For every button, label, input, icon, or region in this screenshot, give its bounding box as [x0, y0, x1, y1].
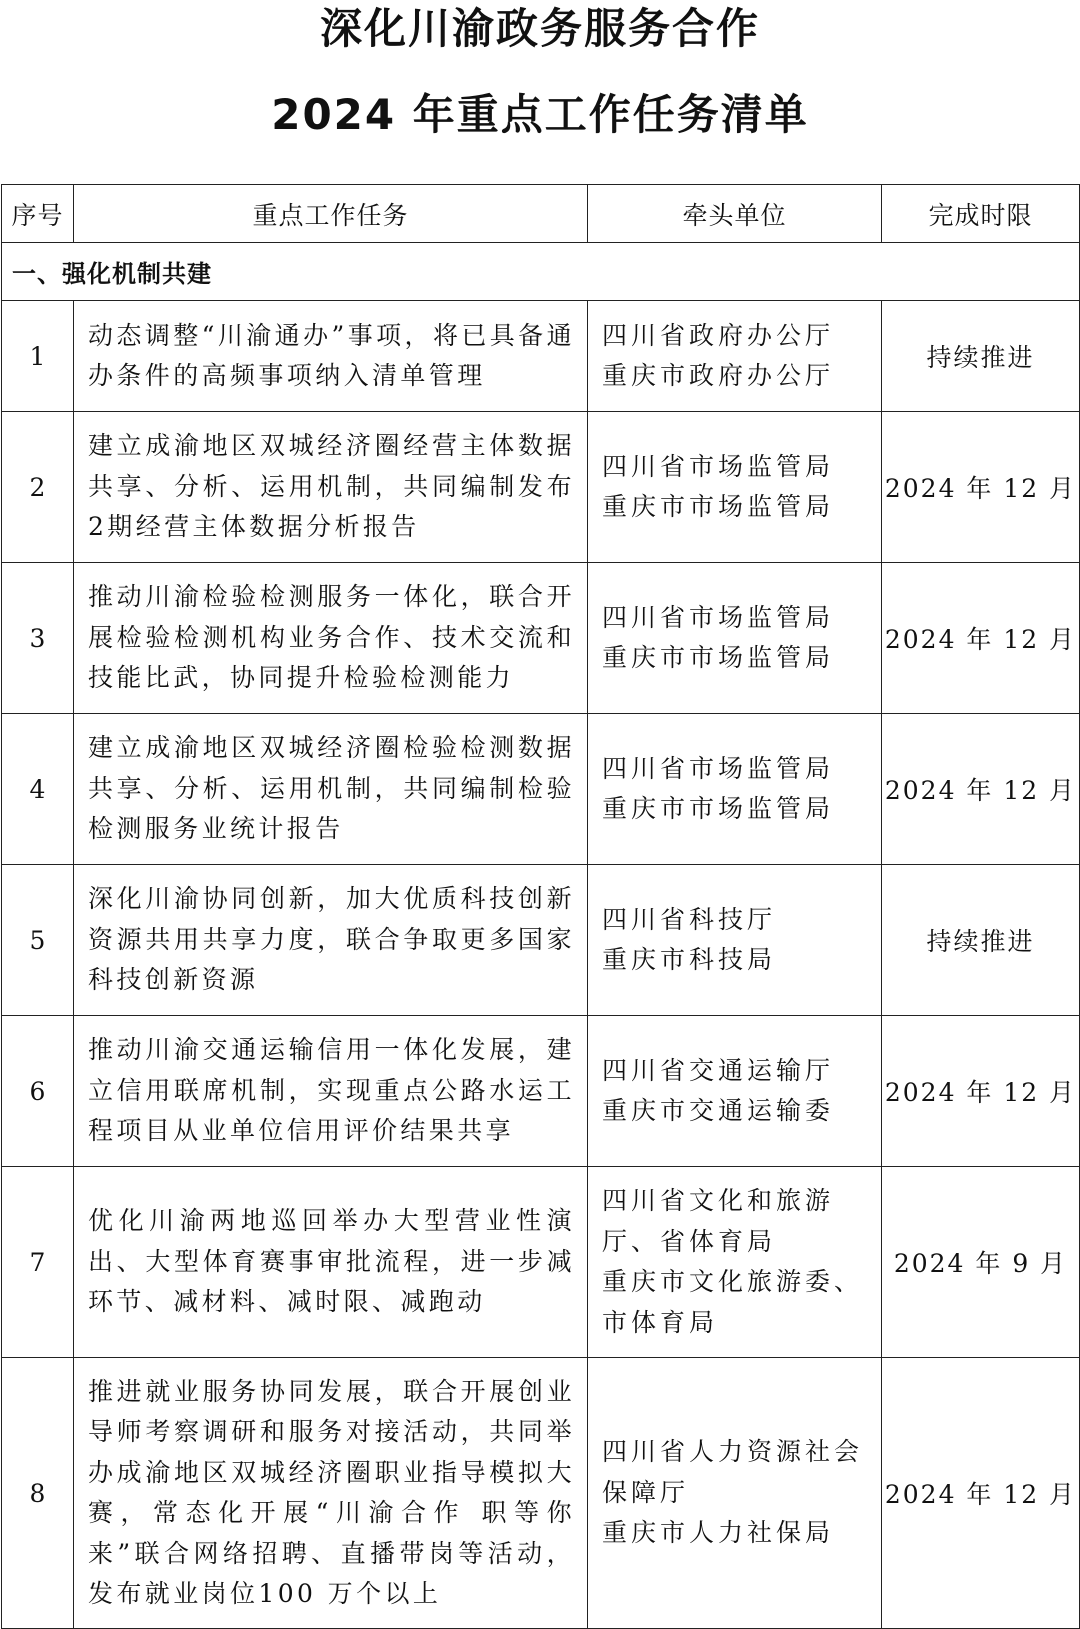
- table-row: [2, 301, 1080, 412]
- row-deadline: 2024 年 12 月: [882, 1358, 1080, 1629]
- row-number: 3: [2, 563, 74, 714]
- row-lead-unit: [588, 1167, 882, 1358]
- lead-unit-line: 四川省政府办公厅: [602, 320, 835, 350]
- row-deadline: 2024 年 9 月: [882, 1167, 1080, 1358]
- row-task: 推进就业服务协同发展，联合开展创业导师考察调研和服务对接活动，共同举办成渝地区双城经济圈职业指导模拟大赛，常态化开展“川渝合作 职等你来”联合网络招聘、直播带岗等活动，发布就业岗位100 万个以上: [74, 1358, 588, 1629]
- table-row: [2, 412, 1080, 563]
- lead-unit-line: 重庆市市场监管局: [602, 492, 835, 521]
- header-lead-unit: 牵头单位: [588, 185, 882, 243]
- row-number: 4: [2, 714, 74, 865]
- table-row: [2, 865, 1080, 1016]
- header-deadline: 完成时限: [882, 185, 1080, 243]
- row-lead-unit: [588, 1358, 882, 1629]
- lead-unit-line: 重庆市科技局: [602, 945, 777, 974]
- document-title-line2: 2024 年重点工作任务清单: [271, 90, 809, 139]
- lead-unit-line: 四川省交通运输厅: [602, 1055, 835, 1085]
- row-lead-unit: [588, 412, 882, 563]
- section-title: 一、强化机制共建: [2, 243, 1080, 301]
- lead-unit-line: 四川省市场监管局: [602, 451, 835, 481]
- row-number: 5: [2, 865, 74, 1016]
- row-task: 建立成渝地区双城经济圈检验检测数据共享、分析、运用机制，共同编制检验检测服务业统计报告: [74, 714, 588, 865]
- row-deadline: 持续推进: [882, 301, 1080, 412]
- row-deadline: 2024 年 12 月: [882, 1016, 1080, 1167]
- lead-unit-line: 重庆市交通运输委: [602, 1096, 835, 1125]
- row-lead-unit: [588, 865, 882, 1016]
- row-number: 1: [2, 301, 74, 412]
- row-number: 7: [2, 1167, 74, 1358]
- row-task: 动态调整“川渝通办”事项，将已具备通办条件的高频事项纳入清单管理: [74, 301, 588, 412]
- lead-unit-line: 重庆市市场监管局: [602, 643, 835, 672]
- row-lead-unit: [588, 714, 882, 865]
- row-deadline: 2024 年 12 月: [882, 563, 1080, 714]
- lead-unit-line: 重庆市市场监管局: [602, 794, 835, 823]
- header-key-task: 重点工作任务: [74, 185, 588, 243]
- row-lead-unit: [588, 301, 882, 412]
- lead-unit-line: 四川省市场监管局: [602, 602, 835, 632]
- lead-unit-line: 四川省人力资源社会保障厅: [602, 1437, 864, 1507]
- row-number: 2: [2, 412, 74, 563]
- table-row: [2, 563, 1080, 714]
- row-number: 8: [2, 1358, 74, 1629]
- row-task: 推动川渝交通运输信用一体化发展，建立信用联席机制，实现重点公路水运工程项目从业单位信用评价结果共享: [74, 1016, 588, 1167]
- table-row: [2, 714, 1080, 865]
- row-task: 推动川渝检验检测服务一体化，联合开展检验检测机构业务合作、技术交流和技能比武，协同提升检验检测能力: [74, 563, 588, 714]
- section-row: [2, 243, 1080, 301]
- table-row: [2, 1167, 1080, 1358]
- row-lead-unit: [588, 563, 882, 714]
- lead-unit-line: 重庆市文化旅游委、市体育局: [602, 1267, 864, 1337]
- table-header-row: [2, 185, 1080, 243]
- row-task: 深化川渝协同创新，加大优质科技创新资源共用共享力度，联合争取更多国家科技创新资源: [74, 865, 588, 1016]
- task-table: [1, 184, 1080, 1629]
- header-serial-number: 序号: [2, 185, 74, 243]
- row-number: 6: [2, 1016, 74, 1167]
- row-task: 优化川渝两地巡回举办大型营业性演出、大型体育赛事审批流程，进一步减环节、减材料、减时限、减跑动: [74, 1167, 588, 1358]
- lead-unit-line: 重庆市人力社保局: [602, 1518, 835, 1548]
- row-deadline: 2024 年 12 月: [882, 412, 1080, 563]
- row-task: 建立成渝地区双城经济圈经营主体数据共享、分析、运用机制，共同编制发布2期经营主体数据分析报告: [74, 412, 588, 563]
- lead-unit-line: 四川省科技厅: [602, 904, 777, 934]
- document-title-line1: 深化川渝政务服务合作: [319, 4, 760, 53]
- row-deadline: 2024 年 12 月: [882, 714, 1080, 865]
- table-row: [2, 1016, 1080, 1167]
- row-deadline: 持续推进: [882, 865, 1080, 1016]
- lead-unit-line: 四川省文化和旅游厅、省体育局: [602, 1186, 835, 1256]
- lead-unit-line: 四川省市场监管局: [602, 753, 835, 783]
- lead-unit-line: 重庆市政府办公厅: [602, 361, 835, 390]
- table-row: [2, 1358, 1080, 1629]
- row-lead-unit: [588, 1016, 882, 1167]
